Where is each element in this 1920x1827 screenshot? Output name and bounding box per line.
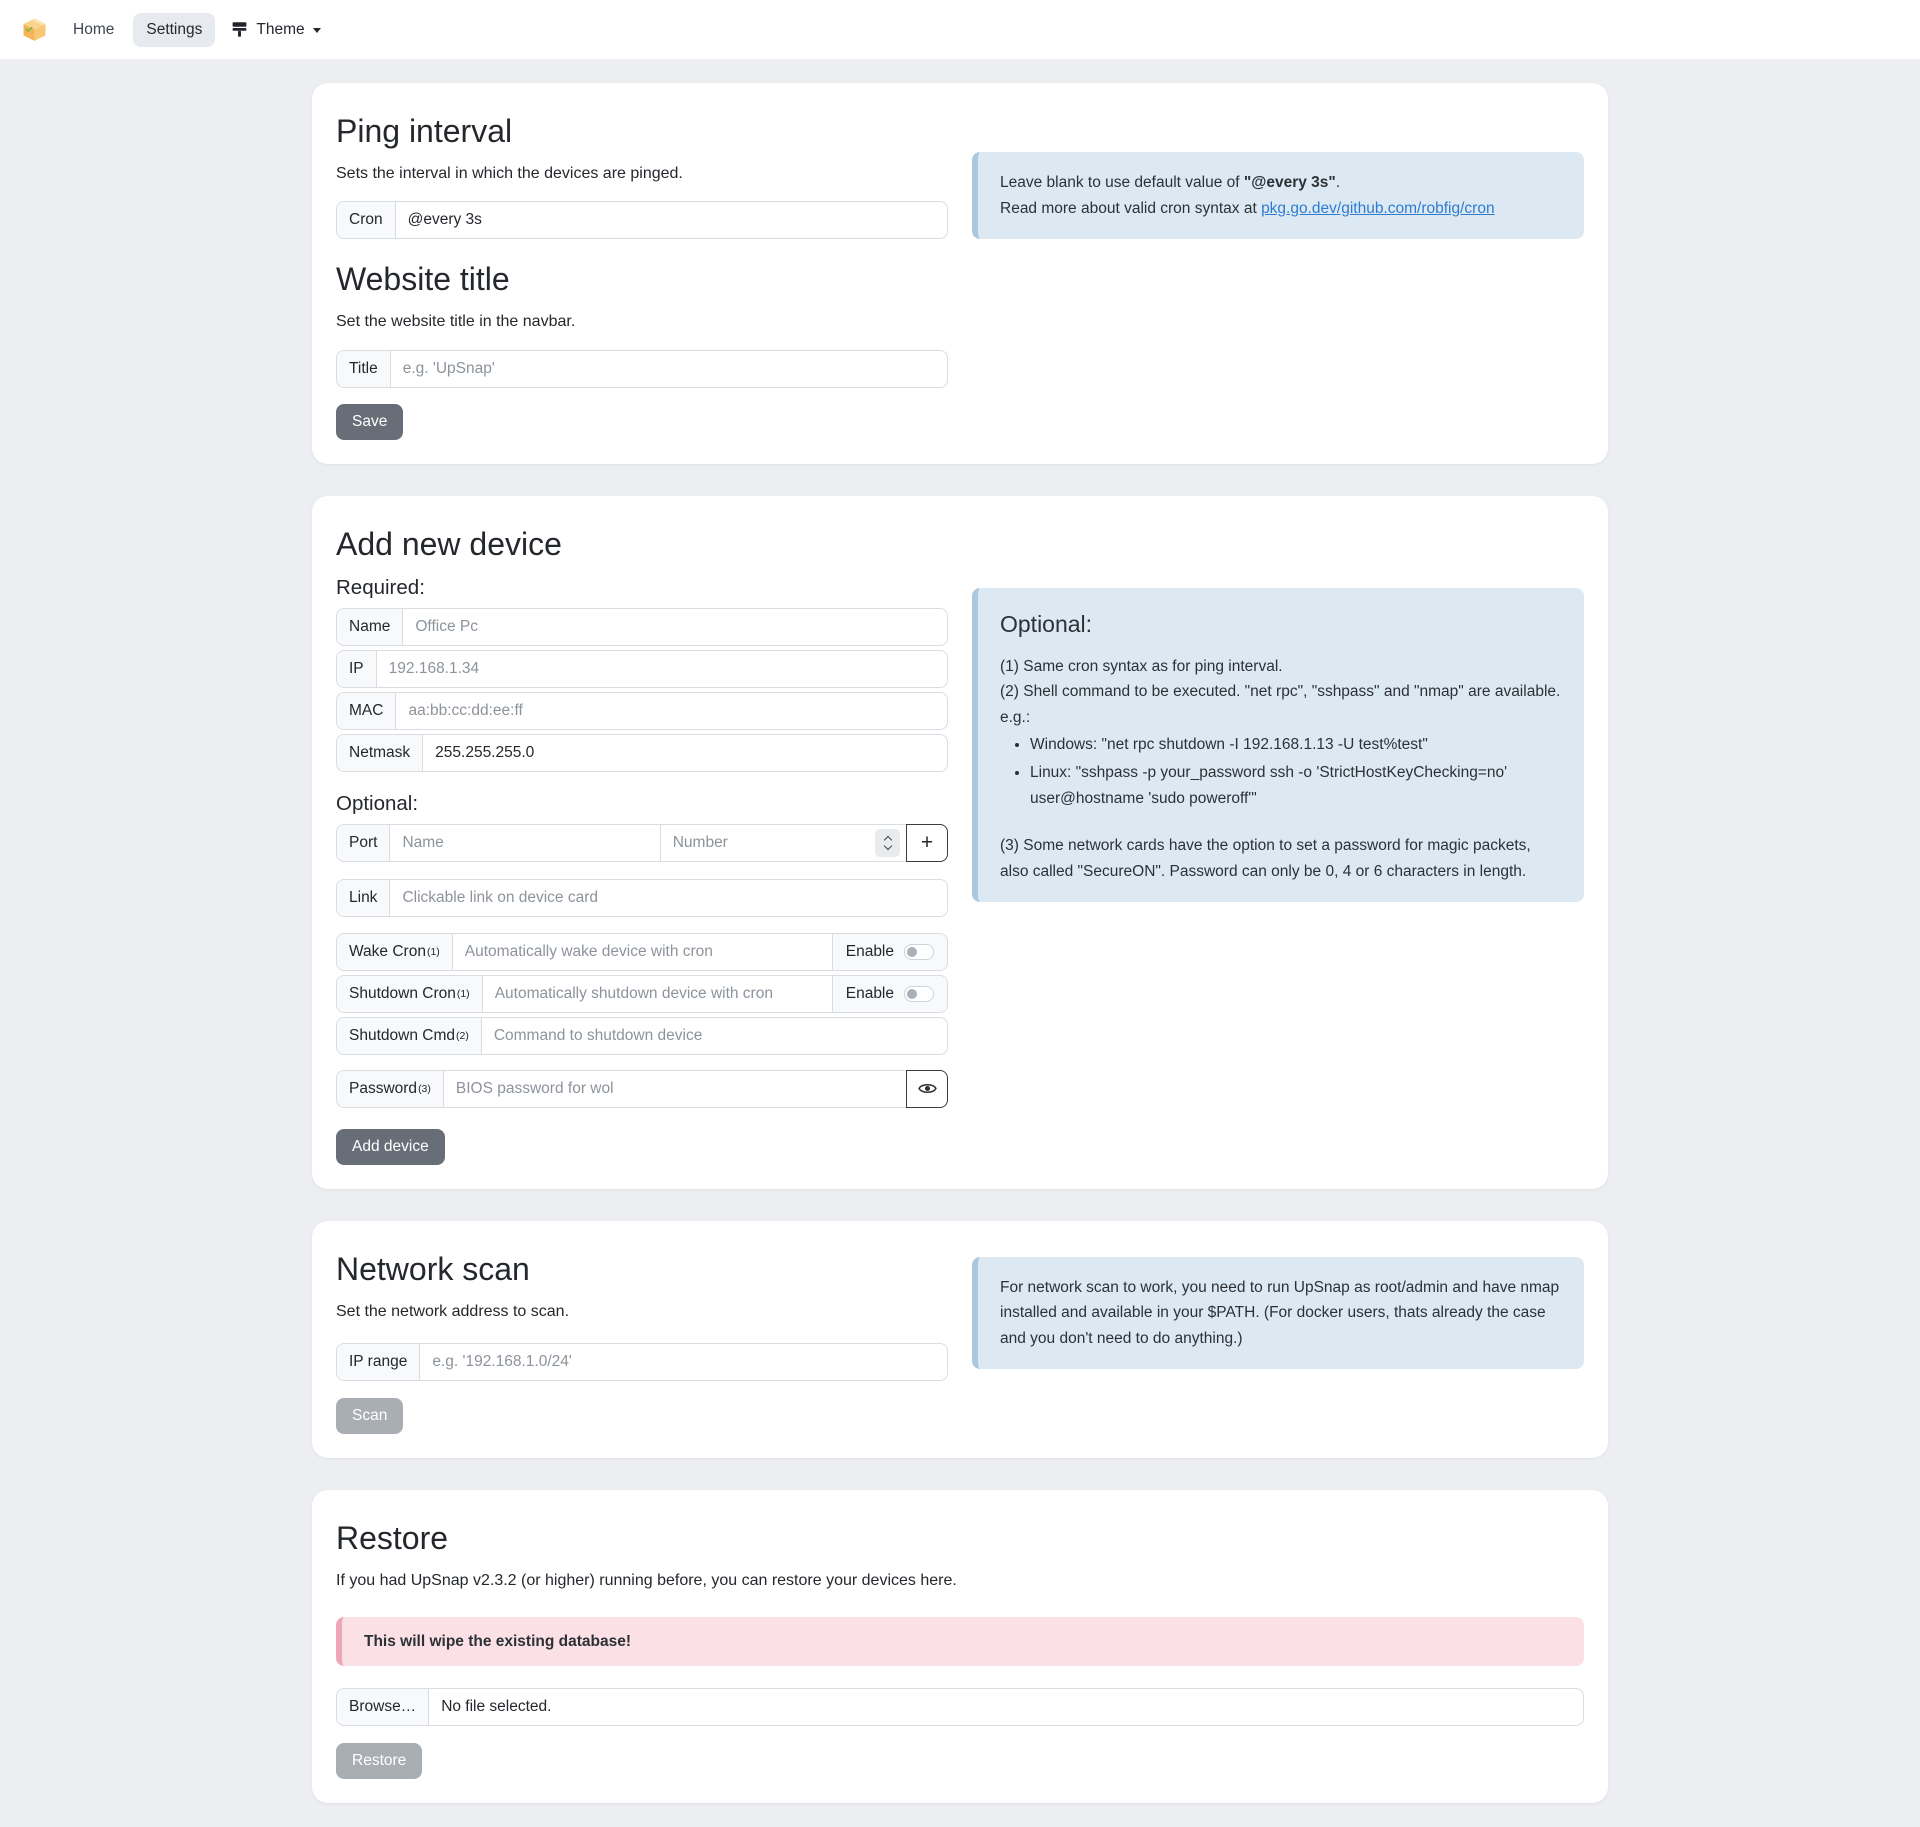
nav-settings[interactable]: Settings xyxy=(133,13,215,47)
restore-heading: Restore xyxy=(336,1520,449,1557)
info-bold-text: "@every 3s" xyxy=(1243,174,1336,191)
optional-info-line3: (3) Some network cards have the option to set a password for magic packets, also called "SecureON". Password can only be 0, 4 or 6 characters in length. xyxy=(1000,837,1531,880)
optional-subheading: Optional: xyxy=(336,791,419,815)
ip-range-label: IP range xyxy=(337,1344,419,1380)
spinner-down-icon[interactable] xyxy=(883,842,891,850)
restore-file-input-group[interactable] xyxy=(336,1688,1584,1726)
ping-interval-card xyxy=(312,83,1608,464)
ip-label: IP xyxy=(337,651,376,687)
password-input[interactable] xyxy=(443,1071,906,1107)
link-label: Link xyxy=(337,880,389,916)
wake-cron-toggle[interactable] xyxy=(904,944,934,960)
shutdown-cmd-input[interactable] xyxy=(481,1018,947,1054)
mac-input-group xyxy=(336,692,948,730)
add-device-heading: Add new device xyxy=(336,525,562,562)
shutdown-cron-input-group xyxy=(336,975,948,1013)
label-superscript: (1) xyxy=(426,945,440,958)
warning-text: This will wipe the existing database! xyxy=(364,1632,632,1650)
website-title-input[interactable] xyxy=(390,351,947,387)
website-title-input-group xyxy=(336,350,948,388)
label-text: Wake Cron xyxy=(349,942,426,960)
cron-label: Cron xyxy=(337,202,395,238)
shutdown-cmd-label xyxy=(337,1018,481,1054)
ip-range-input-group xyxy=(336,1343,948,1381)
info-text: . xyxy=(1335,174,1341,191)
toggle-password-visibility-button[interactable] xyxy=(906,1070,948,1108)
browse-button[interactable]: Browse… xyxy=(337,1689,428,1725)
wake-cron-label xyxy=(337,934,452,970)
link-input[interactable] xyxy=(389,880,947,916)
shutdown-cron-input[interactable] xyxy=(482,976,832,1012)
list-item: • Windows: "net rpc shutdown -I 192.168.1.13 -U test%test" xyxy=(1030,732,1562,758)
cron-info-line1 xyxy=(1000,170,1562,196)
package-icon xyxy=(21,16,48,43)
optional-info-heading: Optional: xyxy=(1000,610,1093,637)
file-selected-text: No file selected. xyxy=(428,1689,1583,1725)
restore-button[interactable]: Restore xyxy=(336,1743,422,1779)
number-spinner[interactable] xyxy=(875,829,900,857)
info-text: Read more about valid cron syntax at xyxy=(1000,199,1262,217)
optional-info-line1: (1) Same cron syntax as for ping interval. xyxy=(1000,657,1283,675)
list-item: • Linux: "sshpass -p your_password ssh -o 'StrictHostKeyChecking=no' user@hostname 'sudo poweroff'" xyxy=(1030,760,1562,811)
settings-page xyxy=(312,83,1608,1803)
theme-dropdown[interactable] xyxy=(221,13,330,47)
cron-info-box xyxy=(972,152,1584,239)
password-input-group xyxy=(336,1070,948,1108)
chevron-down-icon xyxy=(313,28,321,33)
link-input-group xyxy=(336,879,948,917)
netmask-input[interactable] xyxy=(422,735,947,771)
add-device-button[interactable]: Add device xyxy=(336,1129,445,1165)
ping-interval-desc: Sets the interval in which the devices are pinged. xyxy=(336,165,683,182)
label-superscript: (1) xyxy=(456,987,470,1000)
cron-input-group xyxy=(336,201,948,239)
label-text: Password xyxy=(349,1079,418,1097)
wake-cron-input-group xyxy=(336,933,948,971)
ip-input-group xyxy=(336,650,948,688)
mac-input[interactable] xyxy=(395,693,947,729)
label-text: Shutdown Cron xyxy=(349,984,456,1002)
name-input-group xyxy=(336,608,948,646)
info-text: For network scan to work, you need to run UpSnap as root/admin and have nmap installed and available in your $PATH. (For docker users, thats already the case and you don't need to do anything.) xyxy=(1000,1278,1560,1347)
wipe-database-warning xyxy=(336,1617,1584,1667)
network-scan-desc: Set the network address to scan. xyxy=(336,1302,570,1320)
optional-info-line2: (2) Shell command to be executed. "net rpc", "sshpass" and "nmap" are available. e.g.: xyxy=(1000,683,1561,726)
eye-icon xyxy=(918,1081,937,1096)
save-button[interactable]: Save xyxy=(336,404,403,440)
scan-button[interactable]: Scan xyxy=(336,1398,403,1434)
plus-icon: + xyxy=(920,830,934,854)
website-title-desc: Set the website title in the navbar. xyxy=(336,313,576,331)
device-optional-info-box xyxy=(972,588,1584,902)
network-scan-heading: Network scan xyxy=(336,1250,530,1287)
shutdown-cron-toggle[interactable] xyxy=(904,986,934,1002)
brand-logo[interactable] xyxy=(14,10,54,50)
network-scan-card xyxy=(312,1221,1608,1458)
required-subheading: Required: xyxy=(336,575,425,599)
enable-label: Enable xyxy=(845,984,894,1002)
name-label: Name xyxy=(337,609,402,645)
navbar xyxy=(0,0,1920,59)
port-label: Port xyxy=(337,825,389,861)
website-title-heading: Website title xyxy=(336,261,510,298)
brush-icon xyxy=(231,21,248,38)
cron-info-line2 xyxy=(1000,196,1562,222)
label-text: Shutdown Cmd xyxy=(349,1026,455,1044)
label-superscript: (3) xyxy=(418,1082,431,1095)
ip-input[interactable] xyxy=(376,651,947,687)
title-label: Title xyxy=(337,351,390,387)
port-name-input[interactable] xyxy=(389,825,659,861)
nav-home[interactable]: Home xyxy=(73,20,115,38)
label-superscript: (2) xyxy=(455,1029,469,1042)
wake-cron-input[interactable] xyxy=(452,934,832,970)
port-number-input[interactable] xyxy=(661,834,875,852)
shutdown-cmd-input-group xyxy=(336,1017,948,1055)
restore-desc: If you had UpSnap v2.3.2 (or higher) running before, you can restore your devices here. xyxy=(336,1572,957,1590)
restore-card xyxy=(312,1490,1608,1803)
cron-input[interactable] xyxy=(395,202,947,238)
ping-interval-heading: Ping interval xyxy=(336,113,513,149)
ip-range-input[interactable] xyxy=(419,1344,947,1380)
add-device-card xyxy=(312,496,1608,1189)
add-port-button[interactable] xyxy=(906,824,948,862)
netmask-label: Netmask xyxy=(337,735,422,771)
password-label xyxy=(337,1071,443,1107)
wake-cron-enable-section xyxy=(832,934,947,970)
mac-label: MAC xyxy=(337,693,395,729)
port-number-section xyxy=(660,825,906,861)
optional-info-examples xyxy=(1000,732,1562,811)
name-input[interactable] xyxy=(402,609,947,645)
cron-docs-link[interactable]: pkg.go.dev/github.com/robfig/cron xyxy=(1261,199,1495,217)
shutdown-cron-enable-section xyxy=(832,976,947,1012)
shutdown-cron-label xyxy=(337,976,482,1012)
theme-label: Theme xyxy=(256,20,305,38)
port-input-group xyxy=(336,824,948,862)
enable-label: Enable xyxy=(845,942,894,960)
network-scan-info-box xyxy=(972,1257,1584,1370)
info-text: Leave blank to use default value of xyxy=(1000,174,1244,191)
netmask-input-group xyxy=(336,734,948,772)
